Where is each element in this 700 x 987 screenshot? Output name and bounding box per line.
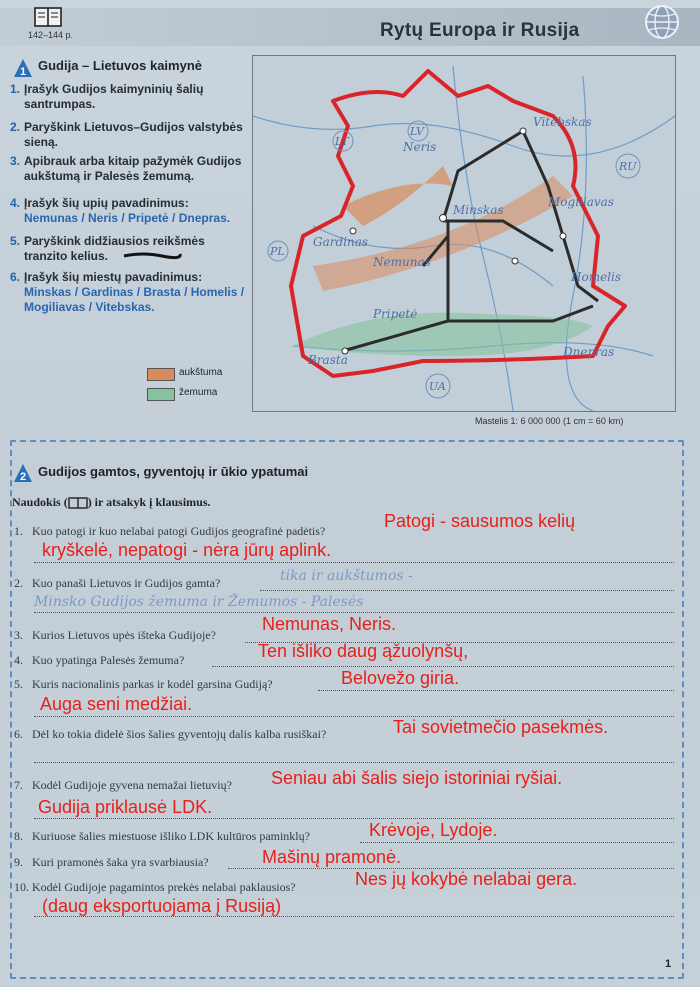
question-number: 4. bbox=[14, 653, 23, 667]
task-text: Paryškink didžiausios reikšmės tranzito kelius. bbox=[24, 234, 205, 263]
answer-7b: Gudija priklausė LDK. bbox=[38, 797, 213, 817]
instruction-pre: Naudokis ( bbox=[12, 495, 68, 509]
task-body bbox=[24, 270, 250, 315]
question-number: 6. bbox=[14, 727, 23, 741]
label-gomel: Homelis bbox=[571, 270, 622, 284]
question-text: Kurios Lietuvos upės išteka Gudijoje? bbox=[32, 628, 216, 642]
answer-line bbox=[34, 818, 674, 819]
answer-line bbox=[260, 590, 674, 591]
label-lv: LV bbox=[410, 125, 424, 138]
question-text: Kuo panaši Lietuvos ir Gudijos gamta? bbox=[32, 576, 221, 590]
question-number: 1. bbox=[14, 524, 23, 538]
legend-highland-label: aukštuma bbox=[179, 367, 223, 378]
answer-line bbox=[34, 562, 674, 563]
scribble-mark bbox=[122, 250, 182, 260]
section-1-title: Gudija – Lietuvos kaimynė bbox=[38, 58, 202, 73]
legend-lowland-swatch bbox=[147, 388, 175, 401]
task-text: Įrašyk Gudijos kaimyninių šalių santrumpas. bbox=[24, 82, 204, 111]
section-2-badge bbox=[12, 462, 34, 484]
label-lt: LT bbox=[335, 135, 349, 148]
question-text: Kodėl Gudijoje pagamintos prekės nelabai paklausios? bbox=[32, 880, 296, 894]
task-text: Įrašyk šių miestų pavadinimus: bbox=[24, 270, 203, 284]
label-river-dnepr: Dnepras bbox=[563, 345, 615, 359]
task-text: Įrašyk šių upių pavadinimus: bbox=[24, 196, 189, 210]
label-mogilev: Mogiliavas bbox=[548, 195, 614, 209]
label-ru: RU bbox=[619, 160, 637, 173]
question-text: Kodėl Gudijoje gyvena nemažai lietuvių? bbox=[32, 778, 232, 792]
header-band bbox=[0, 8, 700, 46]
label-brest: Brasta bbox=[308, 353, 348, 367]
task-number: 2. bbox=[10, 120, 21, 134]
answer-1a: Patogi - sausumos kelių bbox=[384, 511, 576, 531]
question-text: Dėl ko tokia didelė šios šalies gyventojų dalis kalba rusiškai? bbox=[32, 727, 327, 741]
answer-6: Tai sovietmečio pasekmės. bbox=[393, 717, 609, 737]
answer-8: Krėvoje, Lydoje. bbox=[369, 820, 498, 840]
svg-text:1: 1 bbox=[19, 66, 27, 78]
book-icon bbox=[34, 6, 62, 28]
label-river-nemunas: Nemunas bbox=[373, 255, 431, 269]
answer-7a: Seniau abi šalis siejo istoriniai ryšiai. bbox=[271, 768, 563, 788]
question-number: 7. bbox=[14, 778, 23, 792]
section-2-instruction bbox=[12, 495, 211, 510]
label-grodno: Gardinas bbox=[313, 235, 369, 249]
pencil-answer-2b: Minsko Gudijos žemuma ir Žemumos - Palesės bbox=[34, 594, 364, 610]
question-number: 9. bbox=[14, 855, 23, 869]
page-number: 1 bbox=[665, 958, 672, 970]
label-river-pripet: Pripetė bbox=[373, 307, 418, 321]
label-ua: UA bbox=[429, 380, 446, 393]
question-number: 3. bbox=[14, 628, 23, 642]
answer-10a: Nes jų kokybė nelabai gera. bbox=[355, 869, 578, 889]
question-number: 2. bbox=[14, 576, 23, 590]
question-number: 5. bbox=[14, 677, 23, 691]
question-text: Kuriuose šalies miestuose išliko LDK kultūros paminklų? bbox=[32, 829, 310, 843]
answer-line bbox=[34, 762, 674, 763]
task-text: Paryškink Lietuvos–Gudijos valstybės sieną. bbox=[24, 120, 243, 149]
answer-line bbox=[318, 690, 674, 691]
question-text: Kuo ypatinga Palesės žemuma? bbox=[32, 653, 185, 667]
answer-9: Mašinų pramonė. bbox=[262, 847, 402, 867]
map-scale: Mastelis 1: 6 000 000 (1 cm = 60 km) bbox=[475, 416, 624, 426]
section-2-title: Gudijos gamtos, gyventojų ir ūkio ypatumai bbox=[38, 464, 309, 479]
page-title: Rytų Europa ir Rusija bbox=[380, 20, 580, 41]
task-city-names: Minskas / Gardinas / Brasta / Homelis / Mogiliavas / Vitebskas. bbox=[24, 285, 245, 314]
question-text: Kuris nacionalinis parkas ir kodėl garsina Gudiją? bbox=[32, 677, 273, 691]
task-number: 6. bbox=[10, 270, 21, 284]
task-number: 4. bbox=[10, 196, 21, 210]
answer-line bbox=[360, 842, 674, 843]
answer-line bbox=[212, 666, 674, 667]
answer-5b: Auga seni medžiai. bbox=[40, 694, 193, 714]
question-text: Kuri pramonės šaka yra svarbiausia? bbox=[32, 855, 209, 869]
question-number: 8. bbox=[14, 829, 23, 843]
pencil-answer-2a: tika ir aukštumos - bbox=[280, 568, 413, 584]
task-number: 3. bbox=[10, 154, 21, 168]
task-number: 5. bbox=[10, 234, 21, 248]
page-header bbox=[0, 0, 700, 46]
task-text: Apibrauk arba kitaip pažymėk Gudijos aukštumą ir Palesės žemumą. bbox=[24, 154, 242, 183]
answer-10b: (daug eksportuojama į Rusiją) bbox=[42, 896, 282, 916]
answer-1b: kryškelė, nepatogi - nėra jūrų aplink. bbox=[42, 540, 332, 560]
legend-highland-swatch bbox=[147, 368, 175, 381]
label-pl: PL bbox=[270, 245, 285, 258]
answer-4: Ten išliko daug ąžuolynšų, bbox=[258, 641, 469, 661]
legend-lowland-label: žemuma bbox=[179, 387, 218, 398]
svg-text:2: 2 bbox=[19, 471, 27, 483]
answer-3: Nemunas, Neris. bbox=[262, 614, 397, 634]
task-river-names: Nemunas / Neris / Pripetė / Dnepras. bbox=[24, 211, 231, 225]
globe-icon bbox=[644, 4, 680, 40]
question-number: 10. bbox=[14, 880, 29, 894]
answer-5a: Belovežo giria. bbox=[341, 668, 460, 688]
question-text: Kuo patogi ir kuo nelabai patogi Gudijos geografinė padėtis? bbox=[32, 524, 326, 538]
pages-reference: 142–144 p. bbox=[28, 30, 74, 40]
book-icon bbox=[68, 497, 88, 509]
label-river-neris: Neris bbox=[403, 140, 437, 154]
task-body bbox=[24, 196, 250, 226]
label-vitebsk: Vitebskas bbox=[533, 115, 592, 129]
map-legend bbox=[143, 364, 253, 410]
answer-line bbox=[34, 612, 674, 613]
section-1-badge bbox=[12, 57, 34, 79]
task-number: 1. bbox=[10, 82, 21, 96]
instruction-post: ) ir atsakyk į klausimus. bbox=[87, 495, 211, 509]
belarus-map bbox=[252, 55, 676, 412]
label-minsk: Minskas bbox=[453, 203, 504, 217]
